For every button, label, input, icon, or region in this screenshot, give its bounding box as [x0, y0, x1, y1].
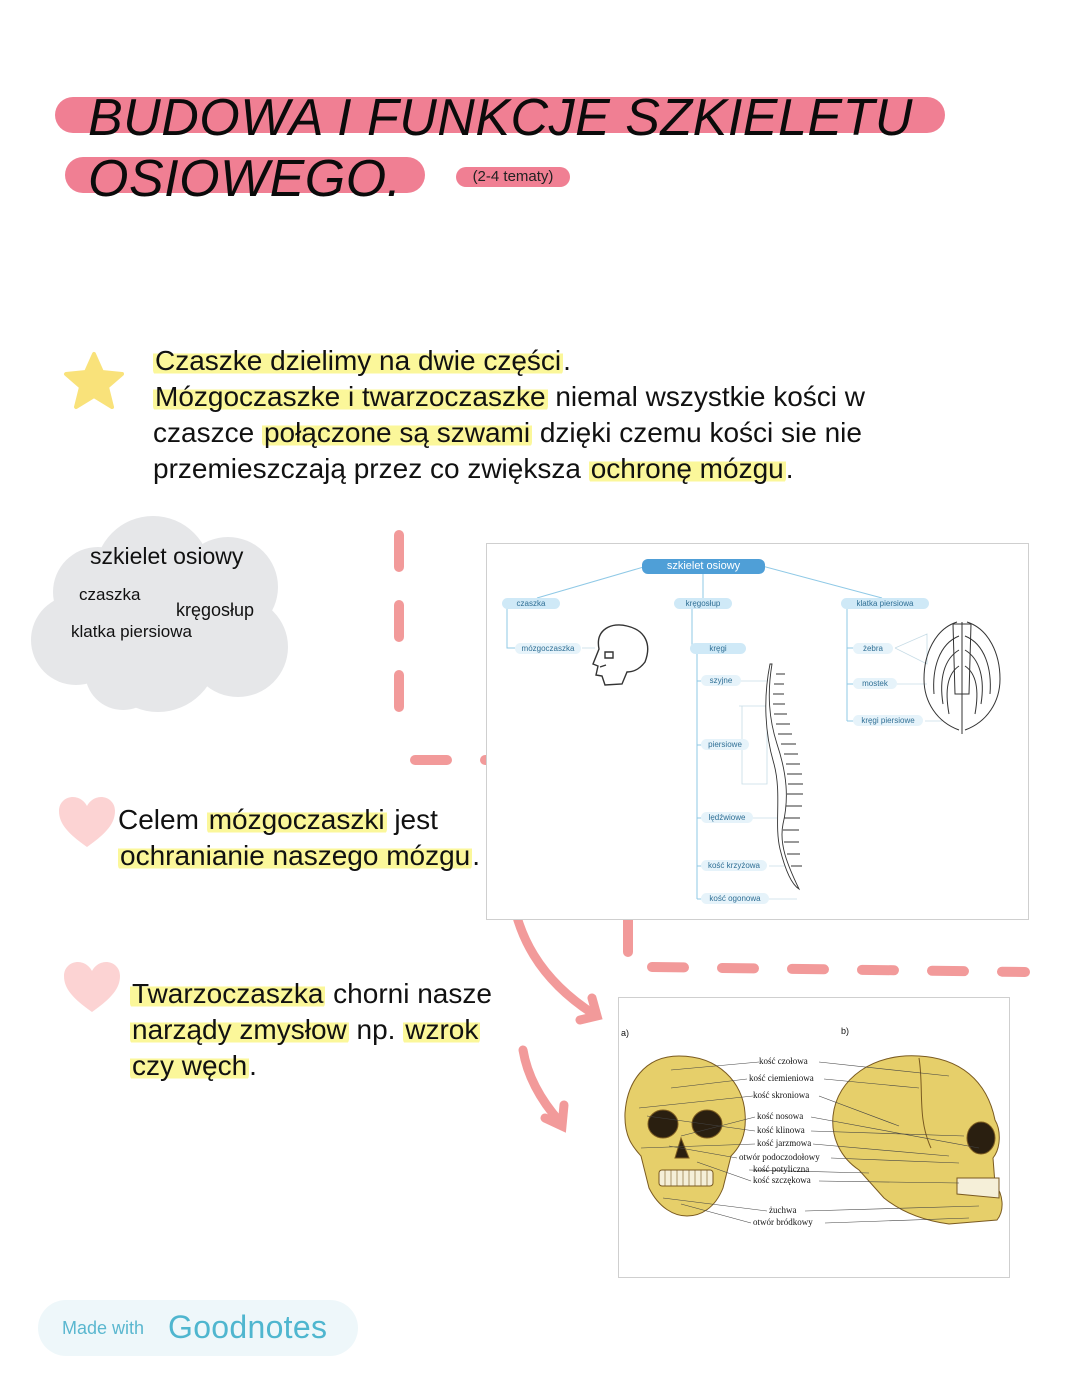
bone-label: otwór podoczodołowy: [739, 1152, 820, 1162]
node-root: szkielet osiowy: [642, 559, 765, 574]
skull-illustration: [619, 998, 1009, 1277]
twarzo-hl-1: Twarzoczaszka: [132, 978, 324, 1009]
mozgoczaszka-paragraph: [118, 802, 538, 874]
twarzo-text: .: [249, 1050, 257, 1081]
bone-label: kość czołowa: [759, 1056, 808, 1066]
mozgo-text: Celem: [118, 804, 207, 835]
bone-label: otwór bródkowy: [753, 1217, 813, 1227]
node-mostek: mostek: [853, 678, 897, 689]
bone-label: kość potyliczna: [753, 1164, 810, 1174]
intro-text: czaszce: [153, 417, 262, 448]
node-ogonowa: kość ogonowa: [701, 893, 769, 904]
twarzo-hl-3: wzrok: [405, 1014, 479, 1045]
node-zebra: żebra: [853, 643, 893, 654]
spine-sketch: [766, 664, 803, 889]
bone-label: kość ciemieniowa: [749, 1073, 814, 1083]
node-kregoslup: kręgosłup: [674, 598, 732, 609]
heart-icon: [62, 960, 122, 1015]
node-piersiowe: piersiowe: [701, 739, 749, 750]
intro-hl-1: Czaszke dzielimy na dwie części: [155, 345, 562, 376]
cloud-title: szkielet osiowy: [90, 543, 244, 569]
node-klatka: klatka piersiowa: [841, 598, 929, 609]
bone-label: żuchwa: [769, 1205, 797, 1215]
ribcage-sketch: [924, 622, 1000, 734]
node-krzyzowa: kość krzyżowa: [701, 860, 767, 871]
goodnotes-badge[interactable]: [38, 1300, 358, 1356]
node-kregi: kręgi: [690, 643, 746, 654]
intro-text: dzięki czemu kości sie nie: [532, 417, 862, 448]
heart-icon: [57, 795, 117, 850]
skull-label-b: b): [841, 1026, 850, 1036]
skull-sketch: [593, 625, 648, 685]
twarzo-text: np.: [348, 1014, 404, 1045]
intro-hl-2: Mózgoczaszke i twarzoczaszke: [155, 381, 546, 412]
intro-text: .: [785, 453, 794, 484]
bone-label: kość klinowa: [757, 1125, 805, 1135]
skull-side: [833, 1056, 1002, 1224]
bone-label: kość nosowa: [757, 1111, 804, 1121]
bone-label: kość skroniowa: [753, 1090, 810, 1100]
mozgo-hl-1: mózgoczaszki: [208, 804, 385, 835]
skull-front: [625, 1056, 745, 1216]
skull-label-a: a): [621, 1028, 630, 1038]
node-ledzwiowe: lędźwiowe: [701, 812, 753, 823]
mozgo-text: .: [472, 840, 481, 871]
intro-text: przemieszczają przez co zwiększa: [153, 453, 589, 484]
cloud-item-czaszka: czaszka: [79, 585, 141, 604]
made-with-text: Made with: [62, 1318, 145, 1338]
goodnotes-logo: Goodnotes: [168, 1309, 328, 1345]
node-czaszka: czaszka: [502, 598, 560, 609]
topic-tag: (2-4 tematy): [456, 167, 570, 187]
bone-label: kość szczękowa: [753, 1175, 811, 1185]
intro-hl-4: ochronę mózgu: [590, 453, 784, 484]
node-szyjne: szyjne: [701, 675, 741, 686]
diagram-frame: [486, 543, 1029, 920]
mozgo-text: jest: [386, 804, 438, 835]
page-title: BUDOWA I FUNKCJE SZKIELETU: [88, 89, 913, 147]
twarzo-hl-2: narządy zmysłow: [132, 1014, 347, 1045]
cloud-item-klatka: klatka piersiowa: [71, 622, 192, 641]
intro-text: niemal wszystkie kości w: [547, 381, 865, 412]
twarzoczaszka-paragraph: [130, 976, 550, 1084]
node-kregi-piersiowe: kręgi piersiowe: [853, 715, 923, 726]
page-title-line2: OSIOWEGO.: [88, 150, 402, 208]
intro-hl-3: połączone są szwami: [263, 417, 531, 448]
intro-text: .: [563, 345, 571, 376]
mozgo-hl-2: ochranianie naszego mózgu: [120, 840, 471, 871]
twarzo-text: chorni nasze: [325, 978, 492, 1009]
bone-label: kość jarzmowa: [757, 1138, 812, 1148]
twarzo-hl-4: czy węch: [132, 1050, 248, 1081]
cloud-item-kregoslup: kręgosłup: [176, 600, 255, 620]
node-mozgoczaszka: mózgoczaszka: [515, 643, 581, 654]
skull-frame: [618, 997, 1010, 1278]
